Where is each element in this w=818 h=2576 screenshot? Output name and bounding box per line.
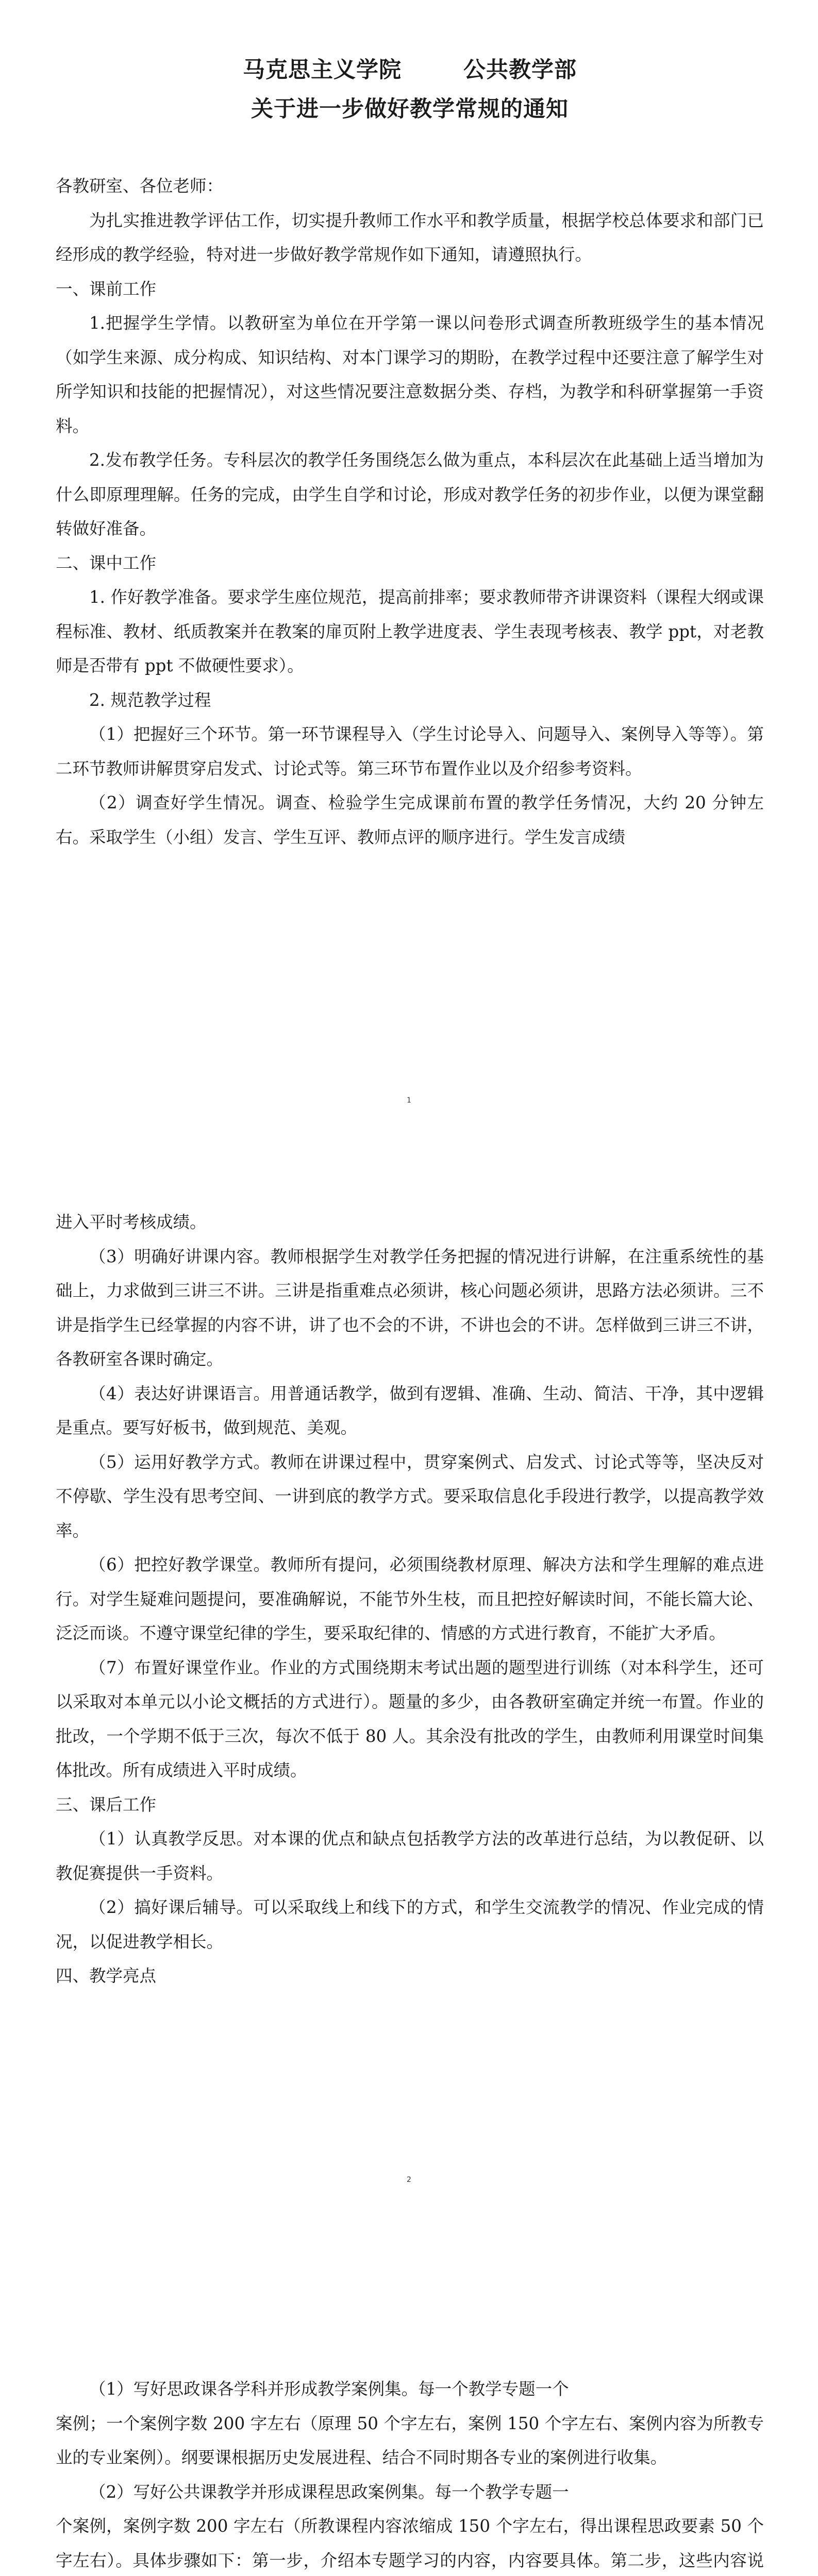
section-3-heading: 三、课后工作 <box>56 1794 157 1815</box>
continued-paragraph: 进入平时考核成绩。 <box>56 1212 207 1232</box>
section-1-item: 2.发布教学任务。专科层次的教学任务围绕怎么做为重点，本科层次在此基础上适当增加为什么即原理理解。任务的完成，由学生自学和讨论，形成对教学任务的初步作业，以便为课堂翻转做好准备。 <box>56 450 764 538</box>
salutation: 各教研室、各位老师： <box>56 176 224 196</box>
step-paragraph: （6）把控好教学课堂。教师所有提问，必须围绕教材原理、解决方法和学生理解的难点进行。对学生疑难问题提问，要准确解说，不能节外生枝，而且把控好解读时间，不能长篇大论、泛泛而谈。不遵守课堂纪律的学生，要采取纪律的、情感的方式进行教育，不能扩大矛盾。 <box>56 1555 764 1643</box>
step-paragraph: （1）把握好三个环节。第一环节课程导入（学生讨论导入、问题导入、案例导入等等）。第二环节教师讲解贯穿启发式、讨论式等。第三环节布置作业以及介绍参考资料。 <box>56 724 764 778</box>
highlight-item-first-line: （2）写好公共课教学并形成课程思政案例集。每一个教学专题一 <box>89 2482 569 2502</box>
step-paragraph: （5）运用好教学方式。教师在讲课过程中，贯穿案例式、启发式、讨论式等等，坚决反对不停歇、学生没有思考空间、一讲到底的教学方式。要采取信息化手段进行教学，以提高教学效率。 <box>56 1452 764 1540</box>
section-2-subheading: 2. 规范教学过程 <box>89 690 211 710</box>
highlight-item-body: 个案例，案例字数 200 字左右（所教课程内容浓缩成 150 个字左右，得出课程思政要素 50 个字左右）。具体步骤如下：第一步，介绍本专题学习的内容，内容要具体。第二步，这些内容说 <box>56 2516 764 2570</box>
step-paragraph: （2）调查好学生情况。调查、检验学生完成课前布置的教学任务情况，大约 20 分钟左右。采取学生（小组）发言、学生互评、教师点评的顺序进行。学生发言成绩 <box>56 793 764 847</box>
section-4-heading: 四、教学亮点 <box>56 1966 157 1986</box>
document-title: 关于进一步做好教学常规的通知 <box>251 96 569 122</box>
section-2-heading: 二、课中工作 <box>56 553 157 573</box>
step-paragraph: （7）布置好课堂作业。作业的方式围绕期末考试出题的题型进行训练（对本科学生，还可以采取对本单元以小论文概括的方式进行）。题量的多少，由各教研室确定并统一布置。作业的批改，一个学期不低于三次，每次不低于 80 人。其余没有批改的学生，由教师利用课堂时间集体批改。所有成绩进入平时成绩。 <box>56 1657 764 1780</box>
section-2-item: 1. 作好教学准备。要求学生座位规范，提高前排率；要求教师带齐讲课资料（课程大纲或课程标准、教材、纸质教案并在教案的扉页附上教学进度表、学生表现考核表、教学 ppt，对老教师是否带有 ppt 不做硬性要求）。 <box>56 587 764 675</box>
section-1-heading: 一、课前工作 <box>56 279 157 299</box>
section-3-item: （1）认真教学反思。对本课的优点和缺点包括教学方法的改革进行总结，为以教促研、以教促赛提供一手资料。 <box>56 1829 764 1883</box>
page-2 <box>0 1157 818 2313</box>
intro-paragraph: 为扎实推进教学评估工作，切实提升教师工作水平和教学质量，根据学校总体要求和部门已经形成的教学经验，特对进一步做好教学常规作如下通知，请遵照执行。 <box>56 210 764 264</box>
page-3 <box>0 2313 818 2576</box>
page-number: 2 <box>407 2176 411 2184</box>
org-name-1: 马克思主义学院 <box>243 57 402 83</box>
org-name-2: 公共教学部 <box>463 57 577 83</box>
document-header <box>56 50 764 90</box>
section-1-item: 1.把握学生学情。以教研室为单位在开学第一课以问卷形式调查所教班级学生的基本情况（如学生来源、成分构成、知识结构、对本门课学习的期盼，在教学过程中还要注意了解学生对所学知识和技能的把握情况），对这些情况要注意数据分类、存档，为教学和科研掌握第一手资料。 <box>56 313 764 436</box>
section-3-item: （2）搞好课后辅导。可以采取线上和线下的方式，和学生交流教学的情况、作业完成的情况，以促进教学相长。 <box>56 1897 764 1952</box>
step-paragraph: （4）表达好讲课语言。用普通话教学，做到有逻辑、准确、生动、简洁、干净，其中逻辑是重点。要写好板书，做到规范、美观。 <box>56 1383 764 1437</box>
highlight-item-body: 案例；一个案例字数 200 字左右（原理 50 个字左右，案例 150 个字左右、案例内容为所教专业的专业案例）。纲要课根据历史发展进程、结合不同时期各专业的案例进行收集。 <box>56 2413 764 2467</box>
page-number: 1 <box>407 1096 411 1105</box>
page-1 <box>0 0 818 1157</box>
step-paragraph: （3）明确好讲课内容。教师根据学生对教学任务把握的情况进行讲解，在注重系统性的基础上，力求做到三讲三不讲。三讲是指重难点必须讲，核心问题必须讲，思路方法必须讲。三不讲是指学生已经掌握的内容不讲，讲了也不会的不讲，不讲也会的不讲。怎样做到三讲三不讲，各教研室各课时确定。 <box>56 1246 764 1369</box>
highlight-item-first-line: （1）写好思政课各学科并形成教学案例集。每一个教学专题一个 <box>89 2379 569 2399</box>
